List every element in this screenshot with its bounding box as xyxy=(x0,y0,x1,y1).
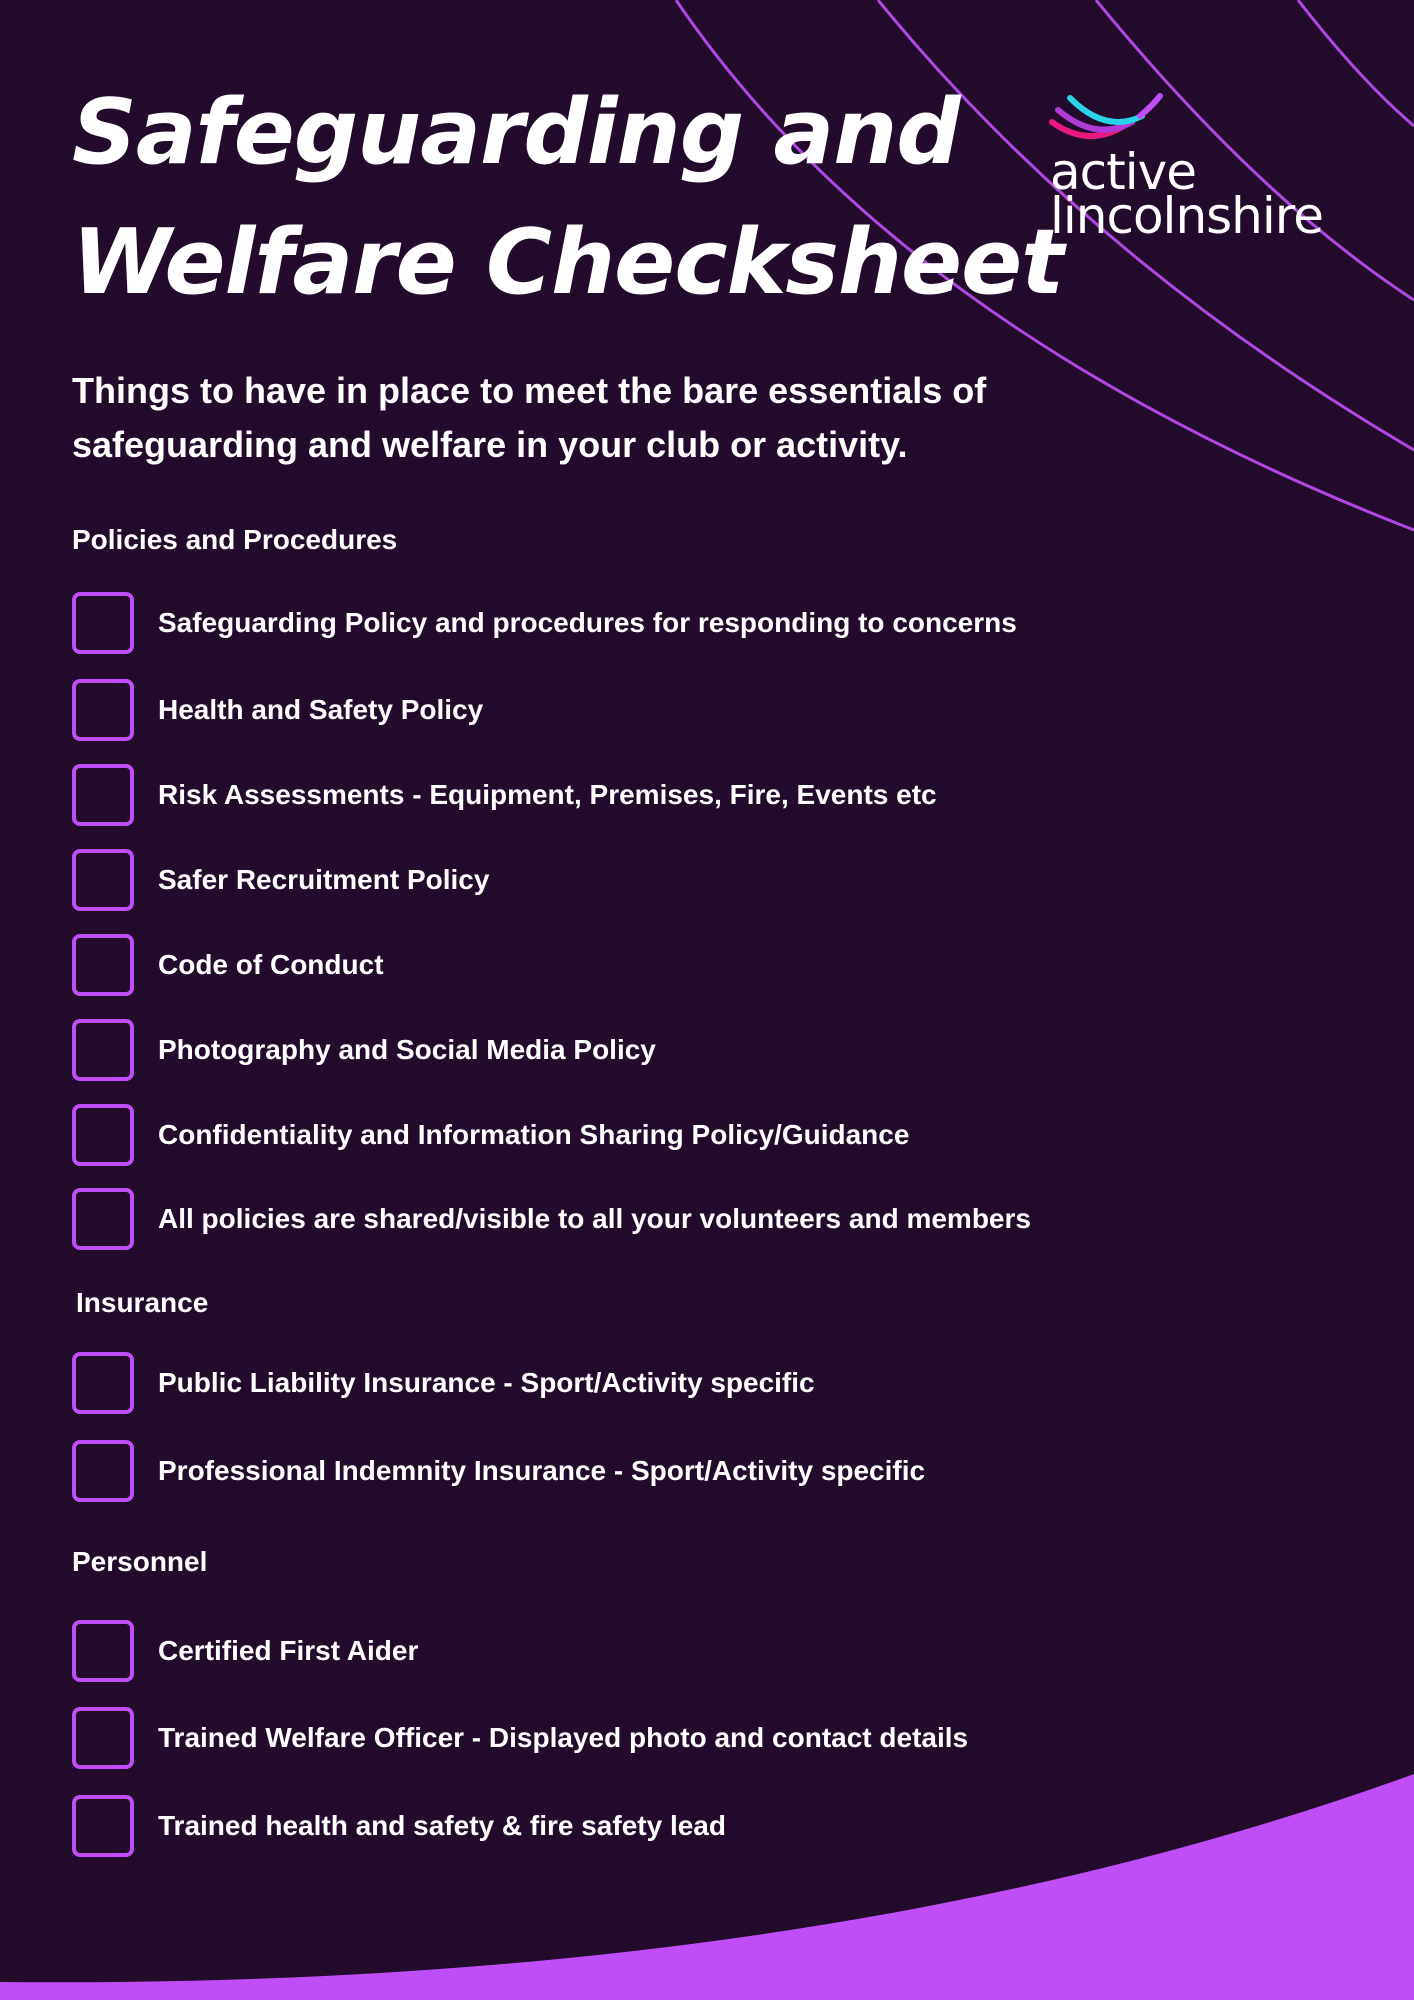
checkbox[interactable] xyxy=(72,1019,134,1081)
checklist-item xyxy=(72,1440,925,1502)
checklist-item xyxy=(72,592,1017,654)
checkbox[interactable] xyxy=(72,764,134,826)
checklist-item-label: All policies are shared/visible to all your volunteers and members xyxy=(158,1203,1031,1234)
intro-text: Things to have in place to meet the bare essentials of safeguarding and welfare in your club or activity. xyxy=(72,370,987,465)
checklist-item-label: Confidentiality and Information Sharing Policy/Guidance xyxy=(158,1119,910,1150)
active-lincolnshire-logo xyxy=(1048,88,1348,248)
checklist-item-label: Photography and Social Media Policy xyxy=(158,1034,656,1065)
checklist-item xyxy=(72,1352,815,1414)
checkbox[interactable] xyxy=(72,934,134,996)
checklist-item-label: Risk Assessments - Equipment, Premises, Fire, Events etc xyxy=(158,779,937,810)
section-heading-policies: Policies and Procedures xyxy=(72,524,398,555)
checklist-item xyxy=(72,764,937,826)
logo-text-line-1: active xyxy=(1050,143,1196,201)
checklist-item xyxy=(72,849,489,911)
checklist-item-label: Trained health and safety & fire safety lead xyxy=(158,1810,726,1841)
checklist-item-label: Code of Conduct xyxy=(158,949,384,980)
checklist-item-label: Public Liability Insurance - Sport/Activity specific xyxy=(158,1367,815,1398)
checkbox[interactable] xyxy=(72,679,134,741)
checkbox[interactable] xyxy=(72,1188,134,1250)
section-heading-insurance: Insurance xyxy=(76,1287,209,1318)
checkbox[interactable] xyxy=(72,1104,134,1166)
checklist-item xyxy=(72,679,483,741)
checklist-item-label: Safer Recruitment Policy xyxy=(158,864,490,895)
page-title xyxy=(72,68,1063,328)
checklist-item xyxy=(72,1188,1031,1250)
checkbox[interactable] xyxy=(72,1620,134,1682)
checklist-item xyxy=(72,1104,909,1166)
decorative-bottom-wave xyxy=(0,1740,1414,2000)
checkbox[interactable] xyxy=(72,1440,134,1502)
checklist-item xyxy=(72,934,384,996)
logo-swoosh-icon xyxy=(1048,88,1168,148)
checklist-item-label: Professional Indemnity Insurance - Sport/Activity specific xyxy=(158,1455,926,1486)
section-heading-personnel: Personnel xyxy=(72,1546,208,1577)
logo-text-line-2: lincolnshire xyxy=(1050,187,1323,245)
checklist-item-label: Safeguarding Policy and procedures for responding to concerns xyxy=(158,607,1017,638)
checklist-item-label: Trained Welfare Officer - Displayed photo and contact details xyxy=(158,1722,969,1753)
checkbox[interactable] xyxy=(72,592,134,654)
page-title-line-2: Welfare Checksheet xyxy=(72,210,1064,315)
checklist-item-label: Certified First Aider xyxy=(158,1635,419,1666)
checklist-item-label: Health and Safety Policy xyxy=(158,694,484,725)
checklist-item xyxy=(72,1019,656,1081)
logo-wordmark xyxy=(1050,143,1323,245)
checkbox[interactable] xyxy=(72,849,134,911)
page-title-line-1: Safeguarding and xyxy=(72,80,960,185)
checkbox[interactable] xyxy=(72,1352,134,1414)
checklist-item xyxy=(72,1620,418,1682)
